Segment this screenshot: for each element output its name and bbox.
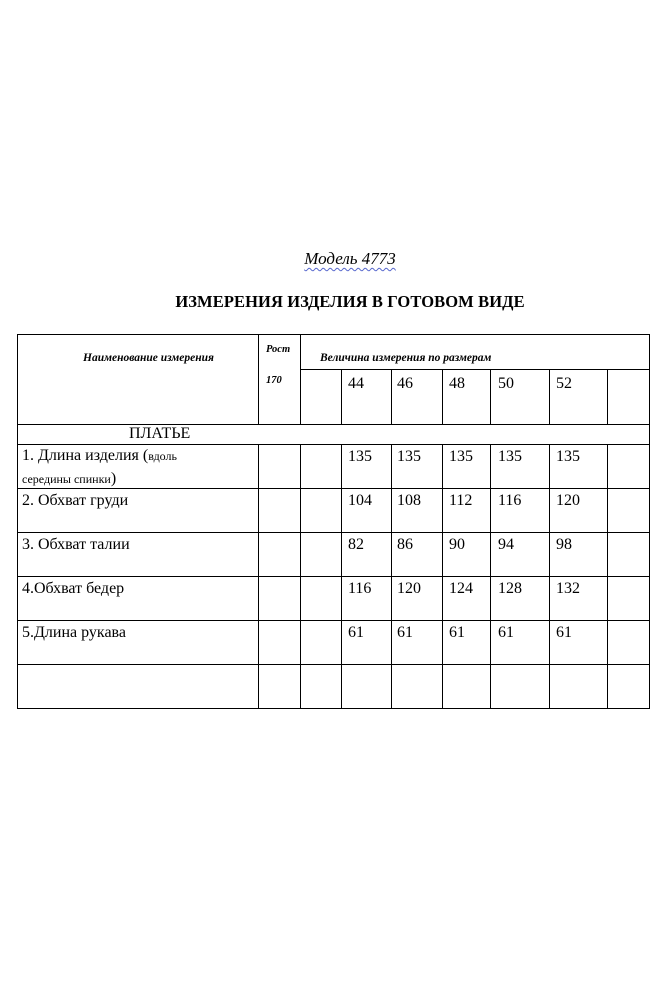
table-vline-empty: [341, 444, 342, 709]
value-hips-50: 128: [498, 580, 522, 597]
value-length-46: 135: [397, 448, 421, 465]
table-vline-name: [258, 444, 259, 709]
value-length-48: 135: [449, 448, 473, 465]
table-vline-44: [391, 444, 392, 709]
size-48: 48: [449, 375, 465, 392]
value-hips-44: 116: [348, 580, 372, 597]
table-vline-height-header: [300, 334, 301, 425]
table-vline-48-header: [490, 369, 491, 425]
table-vline-48: [490, 444, 491, 709]
value-waist-52: 98: [556, 536, 572, 553]
table-vline-52-header: [607, 369, 608, 425]
table-vline-empty-header: [341, 369, 342, 425]
size-52: 52: [556, 375, 572, 392]
value-length-52: 135: [556, 448, 580, 465]
table-border-left: [17, 334, 18, 709]
row-label-waist: 3. Обхват талии: [22, 536, 130, 553]
table-vline-height: [300, 444, 301, 709]
value-hips-46: 120: [397, 580, 421, 597]
table-line-section: [17, 444, 650, 445]
model-label: Модель 4773: [304, 249, 396, 268]
header-sizes-label: Величина измерения по размерам: [320, 352, 492, 364]
value-chest-46: 108: [397, 492, 421, 509]
value-hips-48: 124: [449, 580, 473, 597]
value-chest-52: 120: [556, 492, 580, 509]
value-waist-48: 90: [449, 536, 465, 553]
header-name: Наименование измерения: [83, 352, 214, 364]
table-border-right: [649, 334, 650, 709]
table-line-row2: [17, 532, 650, 533]
row-label-chest: 2. Обхват груди: [22, 492, 129, 509]
value-sleeve-46: 61: [397, 624, 413, 641]
table-line-row1: [17, 488, 650, 489]
value-length-50: 135: [498, 448, 522, 465]
value-length-44: 135: [348, 448, 372, 465]
table-vline-46-header: [442, 369, 443, 425]
table-border-top: [17, 334, 650, 335]
table-vline-50-header: [549, 369, 550, 425]
value-waist-50: 94: [498, 536, 514, 553]
row-label-length-line2: середины спинки): [22, 470, 117, 487]
table-vline-50: [549, 444, 550, 709]
table-border-bottom: [17, 708, 650, 709]
size-46: 46: [397, 375, 413, 392]
value-sleeve-50: 61: [498, 624, 514, 641]
value-sleeve-52: 61: [556, 624, 572, 641]
table-vline-44-header: [391, 369, 392, 425]
row-label-length: 1. Длина изделия (вдоль: [22, 447, 177, 464]
value-hips-52: 132: [556, 580, 580, 597]
table-vline-46: [442, 444, 443, 709]
value-chest-48: 112: [449, 492, 473, 509]
value-sleeve-48: 61: [449, 624, 465, 641]
header-height-value: 170: [266, 375, 282, 386]
table-vline-name-header: [258, 334, 259, 425]
table-vline-52: [607, 444, 608, 709]
section-label: ПЛАТЬЕ: [129, 425, 191, 442]
header-height-label: Рост: [266, 344, 291, 355]
size-44: 44: [348, 375, 364, 392]
value-chest-50: 116: [498, 492, 522, 509]
table-line-row5: [17, 664, 650, 665]
value-waist-46: 86: [397, 536, 413, 553]
size-50: 50: [498, 375, 514, 392]
value-chest-44: 104: [348, 492, 372, 509]
value-waist-44: 82: [348, 536, 364, 553]
table-line-sizes-top: [300, 369, 650, 370]
value-sleeve-44: 61: [348, 624, 364, 641]
table-line-header-bottom: [17, 424, 650, 425]
page-title: ИЗМЕРЕНИЯ ИЗДЕЛИЯ В ГОТОВОМ ВИДЕ: [175, 292, 525, 311]
row-label-hips: 4.Обхват бедер: [22, 580, 125, 597]
table-line-row3: [17, 576, 650, 577]
table-line-row4: [17, 620, 650, 621]
row-label-sleeve: 5.Длина рукава: [22, 624, 126, 641]
